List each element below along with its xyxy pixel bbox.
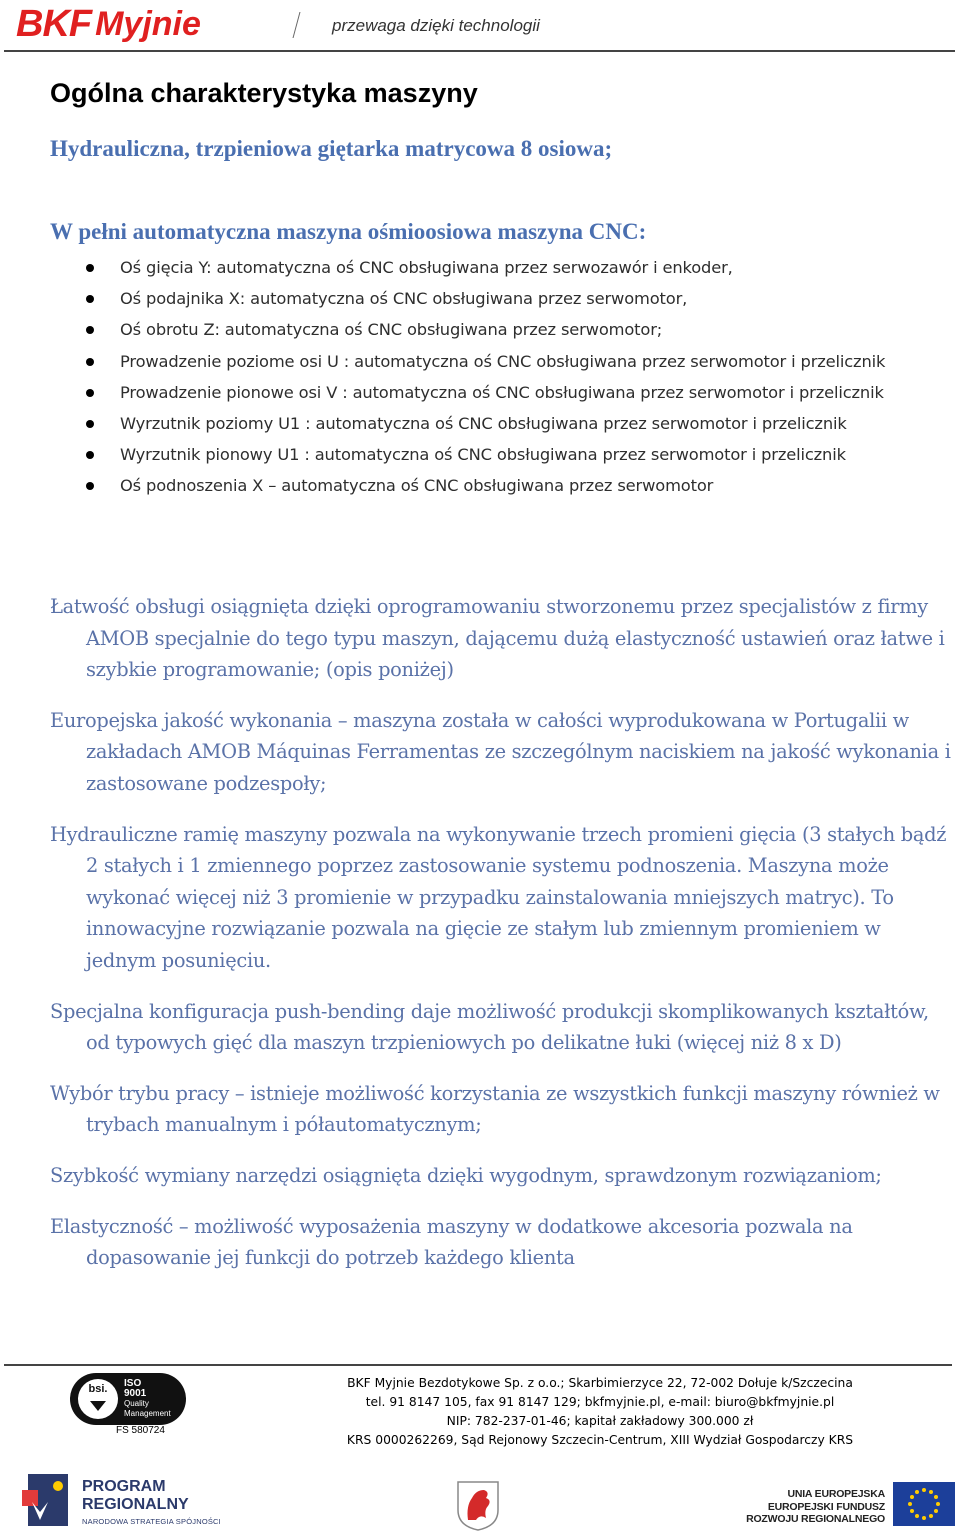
iso-management: Management [124,1409,171,1418]
bullet-icon [86,264,94,272]
list-item-text: Oś podnoszenia X – automatyczna oś CNC obsługiwana przez serwomotor [120,476,714,496]
iso-text [124,1379,171,1419]
list-item-text: Prowadzenie poziome osi U : automatyczna oś CNC obsługiwana przez serwomotor i przelicznik [120,351,886,371]
list-item-text: Prowadzenie pionowe osi V : automatyczna oś CNC obsługiwana przez serwomotor i przelicznik [120,382,884,402]
list-item-text: Wyrzutnik pionowy U1 : automatyczna oś CNC obsługiwana przez serwomotor i przelicznik [120,445,846,465]
list-item [80,408,960,439]
bullet-icon [86,482,94,490]
header-rule [4,50,955,52]
list-item [80,283,960,314]
page-title: Ogólna charakterystyka maszyny [50,78,478,108]
bsi-mark-icon [88,1399,108,1413]
bkf-myjnie-logo [16,4,201,44]
fs-number: FS 580724 [116,1425,165,1436]
bullet-icon [86,420,94,428]
iso-9001-badge [70,1373,186,1425]
program-regionalny-logo [18,1470,228,1532]
header-divider [293,12,301,38]
strategy-label: NARODOWA STRATEGIA SPÓJNOŚCI [82,1517,221,1526]
page-subtitle: Hydrauliczna, trzpieniowa giętarka matrycowa 8 osiowa; [50,136,613,161]
company-line: KRS 0000262269, Sąd Rejonowy Szczecin-Centrum, XIII Wydział Gospodarczy KRS [346,1433,854,1447]
feature-paragraphs [50,591,955,1293]
eu-line: ROZWOJU REGIONALNEGO [746,1513,885,1525]
paragraph: Elastyczność – możliwość wyposażenia maszyny w dodatkowe akcesoria pozwala na dopasowanie jej funkcji do potrzeb każdego klienta [50,1214,853,1270]
bullet-icon [86,389,94,397]
list-item [80,377,960,408]
bsi-text: bsi. [88,1383,108,1395]
list-item-text: Oś podajnika X: automatyczna oś CNC obsługiwana przez serwomotor, [120,289,688,309]
griffin-coat-of-arms-icon [456,1480,500,1532]
paragraph: Łatwość obsługi osiągnięta dzięki oprogramowaniu stworzonemu przez specjalistów z firmy AMOB specjalnie do tego typu maszyn, dającemu dużą elastyczność ustawień oraz łatwe i szybkie programowanie; (opis poniżej) [50,595,945,682]
paragraph: Hydrauliczne ramię maszyny pozwala na wykonywanie trzech promieni gięcia (3 stałych bądź 2 stałych i 1 zmiennego poprzez zastosowanie systemu podnoszenia. Maszyna może wykonać więcej niż 3 promienie w przypadku zainstalowania mniejszych matryc). To innowacyjne rozwiązanie pozwala na gięcie ze stałym lub zmiennym promieniem w jednym posunięciu. [50,822,947,972]
axis-feature-list [80,252,960,502]
eu-fund-logo [735,1482,955,1532]
list-item-text: Oś gięcia Y: automatyczna oś CNC obsługiwana przez serwozawór i enkoder, [120,258,733,277]
logo-bkf-text: BKF [16,2,92,45]
bullet-icon [86,451,94,459]
list-item [80,346,960,377]
company-info [330,1374,870,1450]
iso-number: 9001 [124,1388,147,1399]
paragraph: Specjalna konfiguracja push-bending daje możliwość produkcji skomplikowanych kształtów, od typowych gięć dla maszyn trzpieniowych po delikatne łuki (więcej niż 8 x D) [50,999,929,1055]
list-item [80,314,960,345]
bullet-icon [86,358,94,366]
list-item-text: Oś obrotu Z: automatyczna oś CNC obsługiwana przez serwomotor; [120,320,663,340]
footer-rule [4,1364,952,1366]
list-item [80,439,960,470]
program-label: PROGRAM [82,1478,166,1495]
eu-text [735,1488,885,1526]
iso-quality: Quality [124,1399,149,1408]
iso-label: ISO [124,1378,142,1389]
eu-line: EUROPEJSKI FUNDUSZ [767,1500,885,1513]
bullet-icon [86,326,94,334]
program-regionalny-emblem-icon [18,1472,74,1528]
bullet-icon [86,295,94,303]
list-item-text: Wyrzutnik poziomy U1 : automatyczna oś CNC obsługiwana przez serwomotor i przelicznik [120,413,847,433]
eu-flag-icon [893,1482,955,1526]
paragraph: Wybór trybu pracy – istnieje możliwość korzystania ze wszystkich funkcji maszyny również w trybach manualnym i półautomatycznym; [50,1081,940,1137]
company-line: NIP: 782-237-01-46; kapitał zakładowy 300.000 zł [446,1414,754,1428]
list-item [80,470,960,501]
regionalny-label: REGIONALNY [82,1496,189,1513]
header-tagline: przewaga dzięki technologii [332,16,540,35]
page-header [0,0,960,52]
logo-myjnie-text: Myjnie [95,4,201,43]
section-heading: W pełni automatyczna maszyna ośmioosiowa maszyna CNC: [50,219,647,244]
company-line: BKF Myjnie Bezdotykowe Sp. z o.o.; Skarbimierzyce 22, 72-002 Dołuje k/Szczecina [347,1376,853,1390]
company-line: tel. 91 8147 105, fax 91 8147 129; bkfmyjnie.pl, e-mail: biuro@bkfmyjnie.pl [365,1395,835,1409]
list-item [80,252,960,283]
bsi-logo [78,1379,118,1419]
paragraph: Europejska jakość wykonania – maszyna została w całości wyprodukowana w Portugalii w zakładach AMOB Máquinas Ferramentas ze szczególnym naciskiem na jakość wykonania i zastosowane podzespoły; [50,708,951,795]
paragraph: Szybkość wymiany narzędzi osiągnięta dzięki wygodnym, sprawdzonym rozwiązaniom; [50,1163,882,1187]
eu-line: UNIA EUROPEJSKA [787,1488,885,1500]
